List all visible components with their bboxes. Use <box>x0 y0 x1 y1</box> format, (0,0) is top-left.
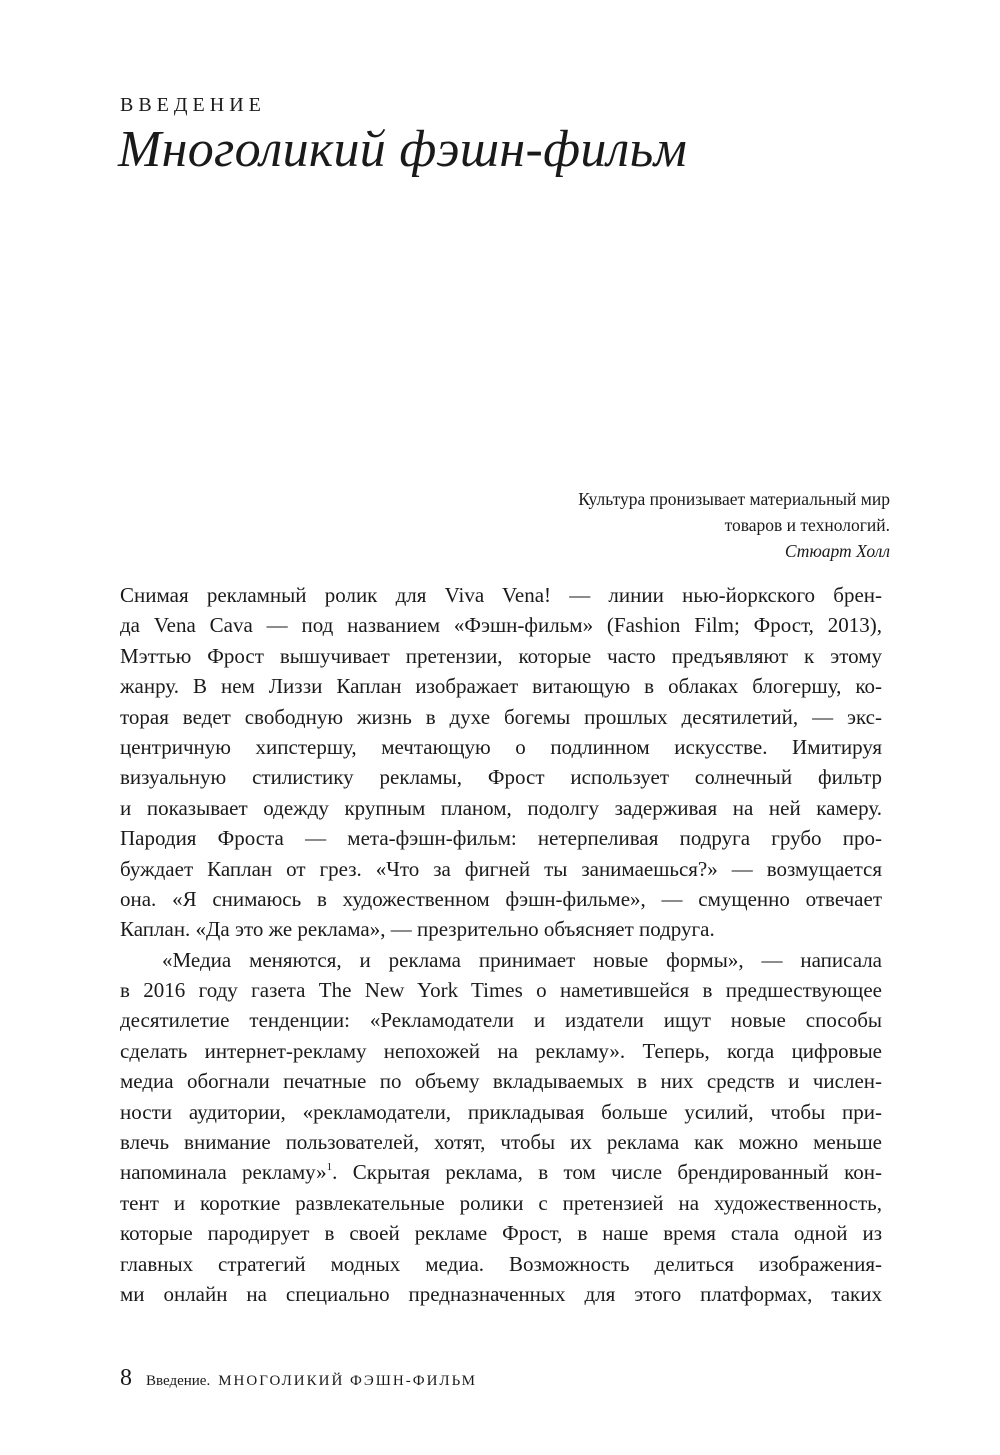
body-line: Пародия Фроста — мета-фэшн-фильм: нетерпеливая подруга грубо про- <box>120 826 882 851</box>
body-line: ности аудитории, «рекламодатели, прикладывая больше усилий, чтобы при- <box>120 1099 882 1124</box>
body-line-with-footnote <box>120 1157 882 1187</box>
body-line: главных стратегий модных медиа. Возможность делиться изображения- <box>120 1251 882 1276</box>
body-line: влечь внимание пользователей, хотят, чтобы их реклама как можно меньше <box>120 1130 882 1155</box>
body-line: ми онлайн на специально предназначенных для этого платформах, таких <box>120 1281 882 1306</box>
page-number: 8 <box>120 1365 132 1391</box>
body-line: «Медиа меняются, и реклама принимает новые формы», — написала <box>162 947 882 972</box>
chapter-label: ВВЕДЕНИЕ <box>120 94 266 116</box>
body-line: она. «Я снимаюсь в художественном фэшн-фильме», — смущенно отвечает <box>120 886 882 911</box>
body-line: визуальную стилистику рекламы, Фрост использует солнечный фильтр <box>120 765 882 790</box>
body-text <box>120 580 882 1309</box>
body-line: медиа обогнали печатные по объему вкладываемых в них средств и числен- <box>120 1069 882 1094</box>
body-line: десятилетие тенденции: «Рекламодатели и издатели ищут новые способы <box>120 1008 882 1033</box>
body-line: торая ведет свободную жизнь в духе богемы прошлых десятилетий, — экс- <box>120 704 882 729</box>
body-line: жанру. В нем Лиззи Каплан изображает витающую в облаках блогершу, ко- <box>120 674 882 699</box>
page-footer <box>120 1363 477 1396</box>
body-line: тент и короткие развлекательные ролики с претензией на художественность, <box>120 1190 882 1215</box>
epigraph <box>390 486 890 564</box>
running-header-lead: Введение. <box>146 1373 211 1389</box>
body-line: сделать интернет-рекламу непохожей на рекламу». Теперь, когда цифровые <box>120 1038 882 1063</box>
body-line: Каплан. «Да это же реклама», — презрительно объясняет подруга. <box>120 917 715 942</box>
body-line: да Vena Cava — под названием «Фэшн-фильм» (Fashion Film; Фрост, 2013), <box>120 613 882 638</box>
body-line: центричную хипстершу, мечтающую о подлинном искусстве. Имитируя <box>120 734 882 759</box>
body-line: в 2016 году газета The New York Times о наметившейся в предшествующее <box>120 978 882 1003</box>
footnote-reference[interactable]: 1 <box>326 1161 333 1174</box>
epigraph-line: Культура пронизывает материальный мир <box>578 489 890 509</box>
body-line: и показывает одежду крупным планом, подолгу задерживая на ней камеру. <box>120 795 882 820</box>
epigraph-line: товаров и технологий. <box>724 515 890 535</box>
body-line: буждает Каплан от грез. «Что за фигней ты занимаешься?» — возмущается <box>120 856 882 881</box>
body-line: которые пародирует в своей рекламе Фрост, в наше время стала одной из <box>120 1221 882 1246</box>
body-text-fragment: . Скрытая реклама, в том числе брендированный кон- <box>332 1160 883 1185</box>
body-text-fragment: напоминала рекламу» <box>120 1160 327 1185</box>
body-line: Снимая рекламный ролик для Viva Vena! — линии нью-йоркского брен- <box>120 583 882 607</box>
body-line: Мэттью Фрост вышучивает претензии, которые часто предъявляют к этому <box>120 643 882 668</box>
epigraph-author: Стюарт Холл <box>784 541 890 561</box>
chapter-title: Многоликий фэшн-фильм <box>118 121 688 178</box>
running-header-title: МНОГОЛИКИЙ ФЭШН-ФИЛЬМ <box>218 1373 477 1389</box>
